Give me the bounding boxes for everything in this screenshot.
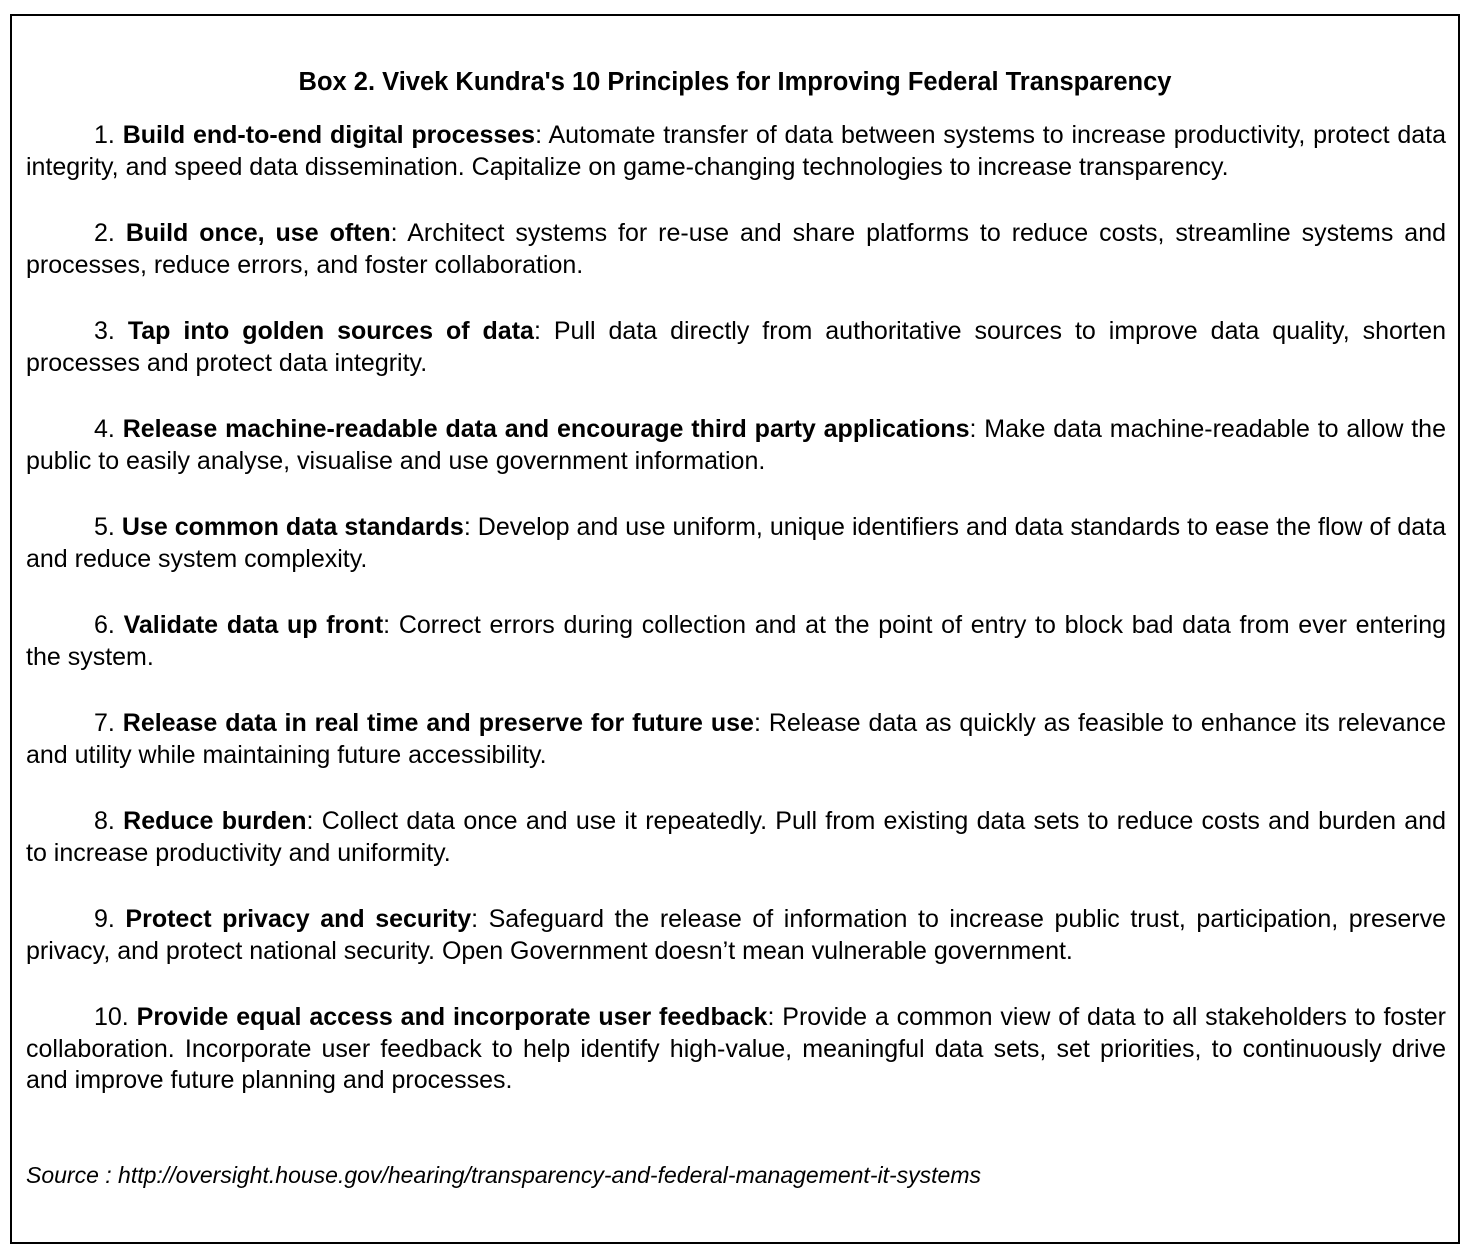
principle-text: : Make data machine-readable to allow the public to easily analyse, visualise and use government information. [26, 415, 1446, 475]
principle-number: 7. [94, 709, 115, 737]
principle-item [26, 1002, 1446, 1097]
principle-item [26, 120, 1446, 183]
principle-item [26, 904, 1446, 967]
box-title: Box 2. Vivek Kundra's 10 Principles for Improving Federal Transparency [298, 68, 1172, 96]
principle-item [26, 218, 1446, 281]
principle-number: 5. [94, 513, 115, 541]
principle-number: 10. [94, 1003, 129, 1031]
principle-text: : Release data as quickly as feasible to enhance its relevance and utility while maintaining future accessibility. [26, 709, 1446, 769]
principle-item [26, 414, 1446, 477]
principle-heading: Validate data up front [123, 611, 384, 639]
principle-item [26, 610, 1446, 673]
principle-text: : Collect data once and use it repeatedly. Pull from existing data sets to reduce costs and burden and to increase productivity and uniformity. [26, 807, 1446, 867]
principles-box [10, 14, 1460, 1244]
principle-item [26, 806, 1446, 869]
source-citation: Source : http://oversight.house.gov/hearing/transparency-and-federal-management-it-systems [26, 1162, 981, 1188]
principle-text: : Pull data directly from authoritative sources to improve data quality, shorten processes and protect data integrity. [26, 317, 1447, 377]
principle-number: 9. [94, 905, 115, 933]
principle-text: : Automate transfer of data between systems to increase productivity, protect data integrity, and speed data dissemination. Capitalize on game-changing technologies to increase transparency. [26, 121, 1446, 181]
principle-number: 1. [94, 121, 115, 149]
principle-heading: Tap into golden sources of data [127, 317, 534, 345]
principle-text: : Provide a common view of data to all stakeholders to foster collaboration. Incorporate user feedback to help identify high-value, meaningful data sets, set priorities, to continuously drive and improve future planning and processes. [26, 1003, 1446, 1094]
principle-number: 6. [94, 611, 115, 639]
principle-heading: Build end-to-end digital processes [122, 121, 536, 149]
principles-list [26, 120, 1446, 1132]
principle-item [26, 512, 1446, 575]
principle-heading: Use common data standards [121, 513, 464, 541]
principle-heading: Release data in real time and preserve for future use [122, 709, 754, 737]
principle-heading: Provide equal access and incorporate user feedback [136, 1003, 768, 1031]
principle-number: 2. [94, 219, 115, 247]
principle-text: : Safeguard the release of information to increase public trust, participation, preserve privacy, and protect national security. Open Government doesn’t mean vulnerable government. [26, 905, 1446, 965]
principle-number: 8. [94, 807, 115, 835]
principle-heading: Reduce burden [123, 807, 307, 835]
principle-text: : Develop and use uniform, unique identifiers and data standards to ease the flow of data and reduce system complexity. [26, 513, 1446, 573]
principle-item [26, 708, 1446, 771]
principle-heading: Build once, use often [125, 219, 391, 247]
principle-item [26, 316, 1446, 379]
principle-text: : Correct errors during collection and at the point of entry to block bad data from ever entering the system. [26, 611, 1446, 671]
principle-heading: Protect privacy and security [125, 905, 472, 933]
principle-number: 3. [94, 317, 115, 345]
principle-number: 4. [94, 415, 115, 443]
principle-heading: Release machine-readable data and encourage third party applications [122, 415, 970, 443]
principle-text: : Architect systems for re-use and share platforms to reduce costs, streamline systems and processes, reduce errors, and foster collaboration. [26, 219, 1447, 279]
